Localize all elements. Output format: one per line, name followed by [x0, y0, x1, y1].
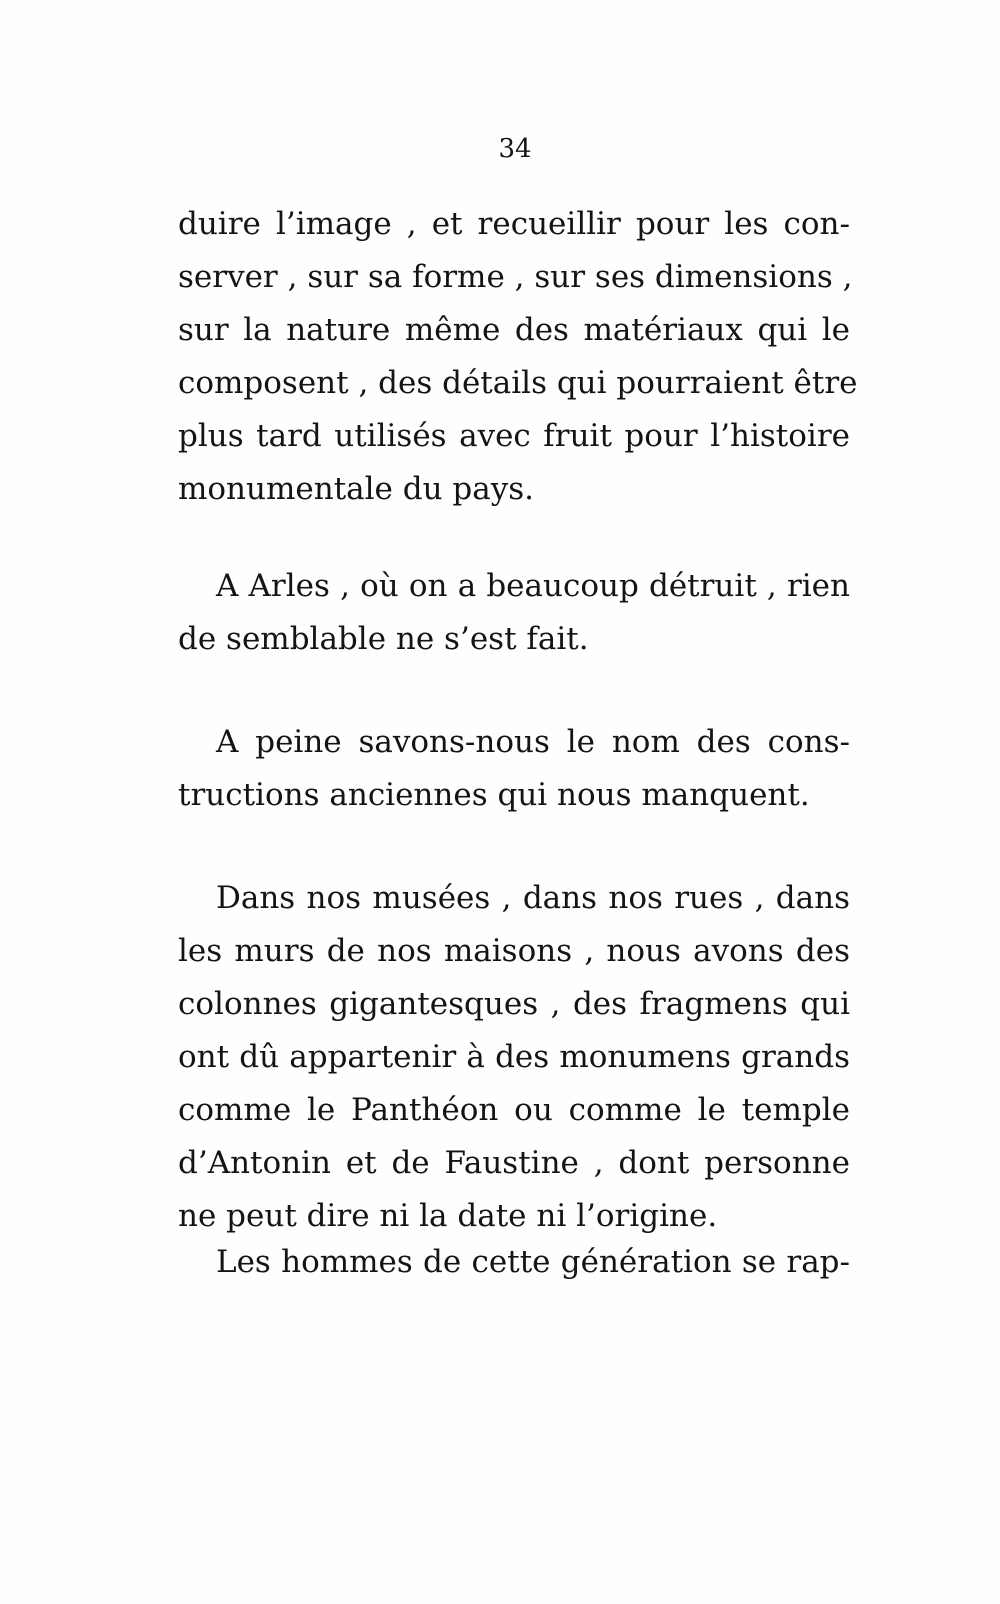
paragraph	[178, 198, 858, 516]
paragraph	[178, 716, 850, 822]
text-line: d’Antonin et de Faustine , dont personne	[178, 1145, 850, 1181]
text-line: monumentale du pays.	[178, 471, 535, 507]
text-line: ne peut dire ni la date ni l’origine.	[178, 1198, 718, 1234]
text-line: duire l’image , et recueillir pour les con-	[178, 206, 850, 242]
paragraph	[178, 560, 850, 666]
text-line: A Arles , où on a beaucoup détruit , rien	[216, 568, 850, 604]
text-line: A peine savons-nous le nom des cons-	[216, 724, 850, 760]
text-line: tructions anciennes qui nous manquent.	[178, 777, 810, 813]
text-line: plus tard utilisés avec fruit pour l’histoire	[178, 418, 850, 454]
text-line: Dans nos musées , dans nos rues , dans	[216, 880, 850, 916]
text-line: comme le Panthéon ou comme le temple	[178, 1092, 850, 1128]
text-line: server , sur sa forme , sur ses dimensions ,	[178, 259, 853, 295]
text-line: les murs de nos maisons , nous avons des	[178, 933, 850, 969]
page-number: 34	[498, 134, 532, 164]
paragraph	[178, 1236, 850, 1289]
text-line: ont dû appartenir à des monumens grands	[178, 1039, 850, 1075]
paragraph	[178, 872, 850, 1243]
text-line: composent , des détails qui pourraient être	[178, 365, 858, 401]
text-line: colonnes gigantesques , des fragmens qui	[178, 986, 850, 1022]
text-line: Les hommes de cette génération se rap-	[216, 1244, 850, 1280]
text-line: de semblable ne s’est fait.	[178, 621, 589, 657]
text-line: sur la nature même des matériaux qui le	[178, 312, 850, 348]
